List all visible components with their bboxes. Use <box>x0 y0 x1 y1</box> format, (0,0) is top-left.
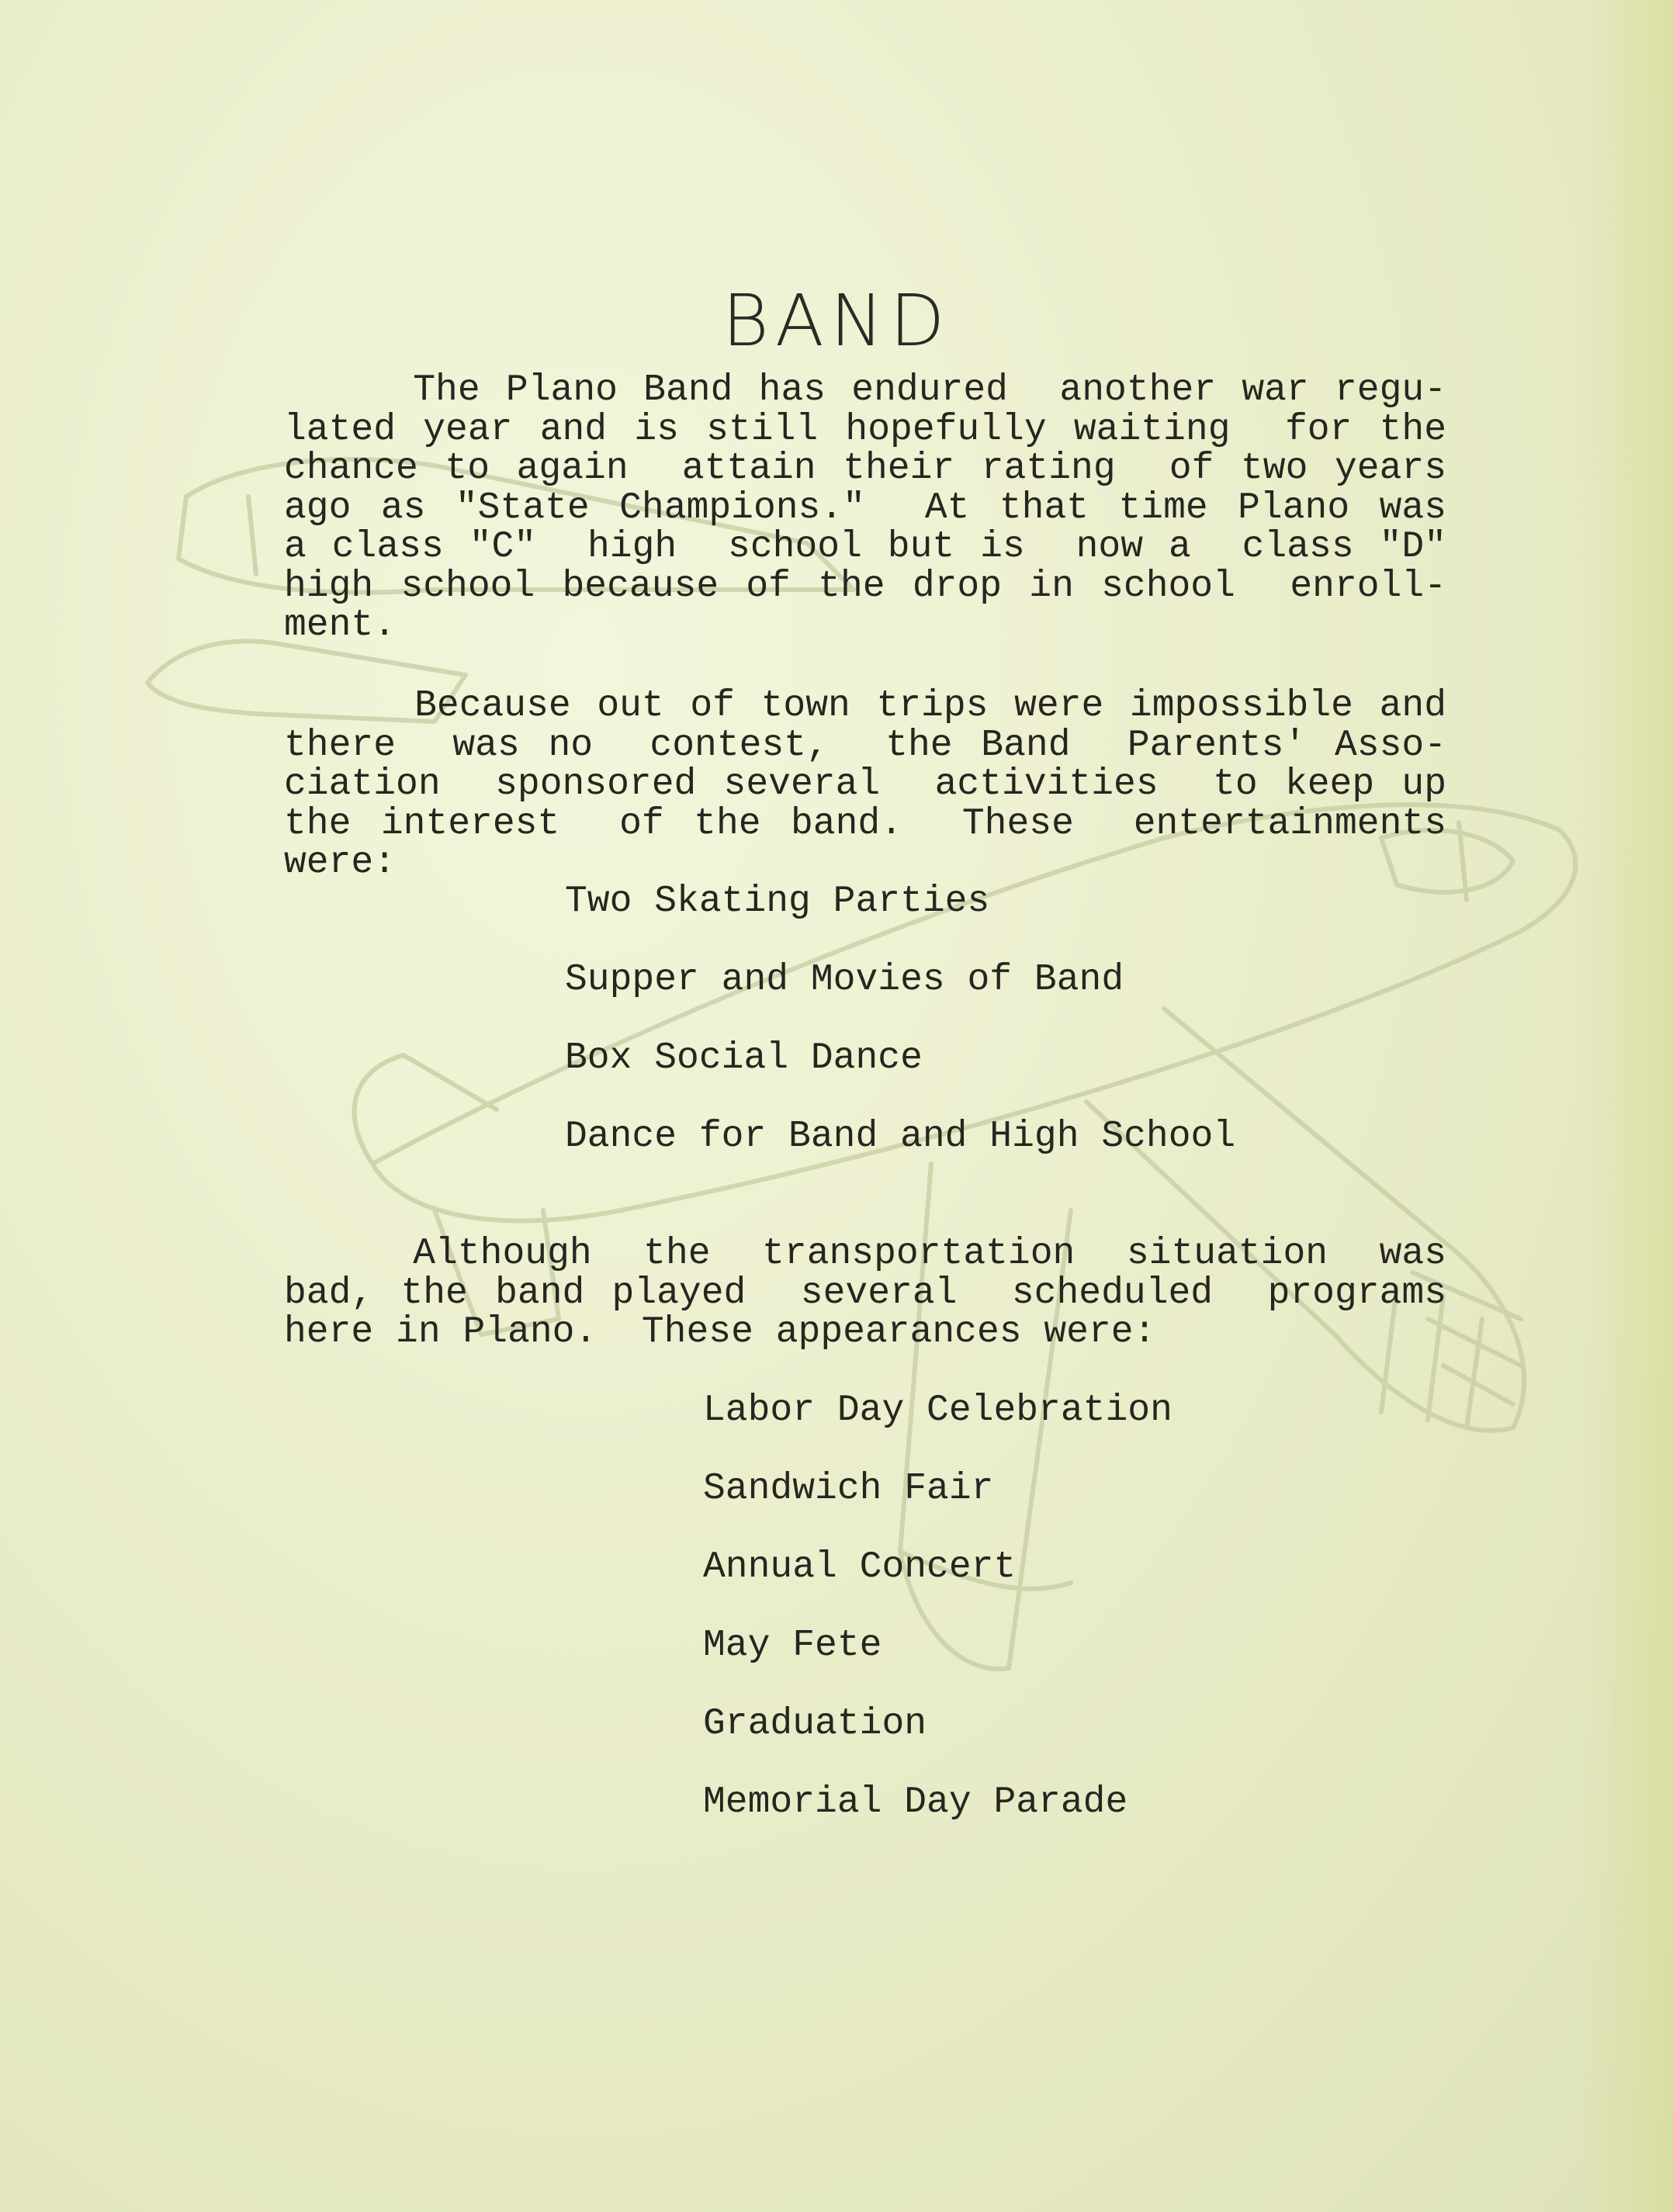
list-item: Supper and Movies of Band <box>565 959 1124 1001</box>
paragraph-line: lated year and is still hopefully waiting for the <box>284 408 1446 451</box>
paragraph-line: there was no contest, the Band Parents' Asso- <box>284 724 1446 767</box>
list-item: Memorial Day Parade <box>703 1781 1128 1823</box>
paragraph-line: the interest of the band. These entertainments <box>284 802 1446 845</box>
paragraph-line: Because out of town trips were impossible and <box>284 685 1446 727</box>
entertainments-list <box>565 882 1235 1196</box>
paragraph-line: ment. <box>284 604 397 646</box>
page-title: BAND <box>722 279 951 362</box>
list-item: Sandwich Fair <box>703 1468 994 1510</box>
paragraph-line: high school because of the drop in school enroll- <box>284 565 1446 608</box>
appearances-list <box>703 1391 1172 1861</box>
list-item: Graduation <box>703 1703 927 1745</box>
list-item: May Fete <box>703 1625 882 1667</box>
paragraph-line: chance to again attain their rating of two years <box>284 448 1446 490</box>
list-item: Labor Day Celebration <box>703 1390 1172 1431</box>
paragraph-line: The Plano Band has endured another war regu- <box>284 369 1446 411</box>
paragraph-line: ago as "State Champions." At that time Plano was <box>284 486 1446 529</box>
list-item: Dance for Band and High School <box>565 1116 1236 1158</box>
list-item: Annual Concert <box>703 1546 1017 1588</box>
intro-paragraph <box>284 371 1446 646</box>
paragraph-line: were: <box>284 842 397 884</box>
paragraph-line: Although the transportation situation was <box>284 1233 1446 1275</box>
activities-paragraph <box>284 687 1446 883</box>
appearances-paragraph <box>284 1234 1446 1352</box>
paragraph-line: ciation sponsored several activities to keep up <box>284 763 1446 805</box>
list-item: Box Social Dance <box>565 1037 923 1079</box>
paragraph-line: bad, the band played several scheduled programs <box>284 1272 1446 1314</box>
paragraph-line: here in Plano. These appearances were: <box>284 1311 1156 1353</box>
paragraph-line: a class "C" high school but is now a class "D" <box>284 526 1446 568</box>
list-item: Two Skating Parties <box>565 881 990 923</box>
